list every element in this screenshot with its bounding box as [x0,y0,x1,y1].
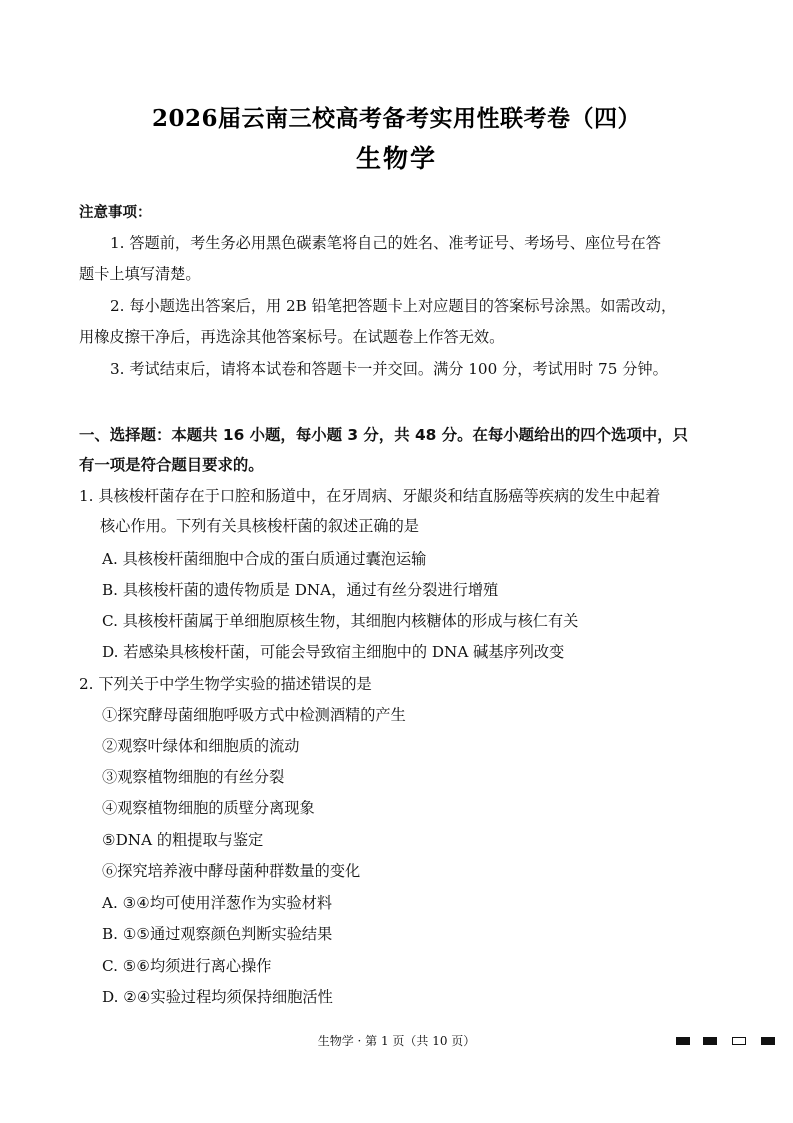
q1-option-d: D. 若感染具核梭杆菌，可能会导致宿主细胞中的 DNA 碱基序列改变 [102,643,565,661]
notice-line-5: 3. 考试结束后，请将本试卷和答题卡一并交回。满分 100 分，考试用时 75 分钟。 [110,360,668,378]
page-mark [676,1037,690,1045]
q2-item-4: ④观察植物细胞的质壁分离现象 [102,799,315,817]
section-heading-line-1: 一、选择题：本题共 16 小题，每小题 3 分，共 48 分。在每小题给出的四个选项中，只 [79,426,688,444]
q2-option-d: D. ②④实验过程均须保持细胞活性 [102,988,333,1006]
section-heading-line-2: 有一项是符合题目要求的。 [79,456,264,474]
page-mark [703,1037,717,1045]
notice-line-2: 题卡上填写清楚。 [79,265,201,283]
q1-stem-line-2: 核心作用。下列有关具核梭杆菌的叙述正确的是 [100,517,419,535]
q1-option-a: A. 具核梭杆菌细胞中合成的蛋白质通过囊泡运输 [102,550,427,568]
q1-stem-line-1: 1. 具核梭杆菌存在于口腔和肠道中，在牙周病、牙龈炎和结直肠癌等疾病的发生中起着 [79,487,661,505]
exam-title: 2026届云南三校高考备考实用性联考卷（四） [151,105,641,132]
q1-option-c: C. 具核梭杆菌属于单细胞原核生物，其细胞内核糖体的形成与核仁有关 [102,612,579,630]
q1-option-b: B. 具核梭杆菌的遗传物质是 DNA，通过有丝分裂进行增殖 [102,581,499,599]
subject-title: 生物学 [355,144,437,173]
notice-line-3: 2. 每小题选出答案后，用 2B 铅笔把答题卡上对应题目的答案标号涂黑。如需改动， [110,297,677,315]
page-footer: 生物学 · 第 1 页（共 10 页） [317,1034,476,1048]
q2-item-5: ⑤DNA 的粗提取与鉴定 [102,831,264,849]
q2-option-a: A. ③④均可使用洋葱作为实验材料 [102,894,333,912]
q2-option-c: C. ⑤⑥均须进行离心操作 [102,957,272,975]
page-mark [761,1037,775,1045]
q2-item-1: ①探究酵母菌细胞呼吸方式中检测酒精的产生 [102,706,406,724]
q2-item-6: ⑥探究培养液中酵母菌种群数量的变化 [102,862,361,880]
page-mark [732,1037,746,1045]
notice-line-4: 用橡皮擦干净后，再选涂其他答案标号。在试题卷上作答无效。 [79,328,505,346]
notice-heading: 注意事项： [79,205,152,221]
q2-option-b: B. ①⑤通过观察颜色判断实验结果 [102,925,333,943]
notice-line-1: 1. 答题前，考生务必用黑色碳素笔将自己的姓名、准考证号、考场号、座位号在答 [110,234,661,252]
q2-item-3: ③观察植物细胞的有丝分裂 [102,768,285,786]
q2-item-2: ②观察叶绿体和细胞质的流动 [102,737,300,755]
q2-stem: 2. 下列关于中学生物学实验的描述错误的是 [79,675,372,693]
